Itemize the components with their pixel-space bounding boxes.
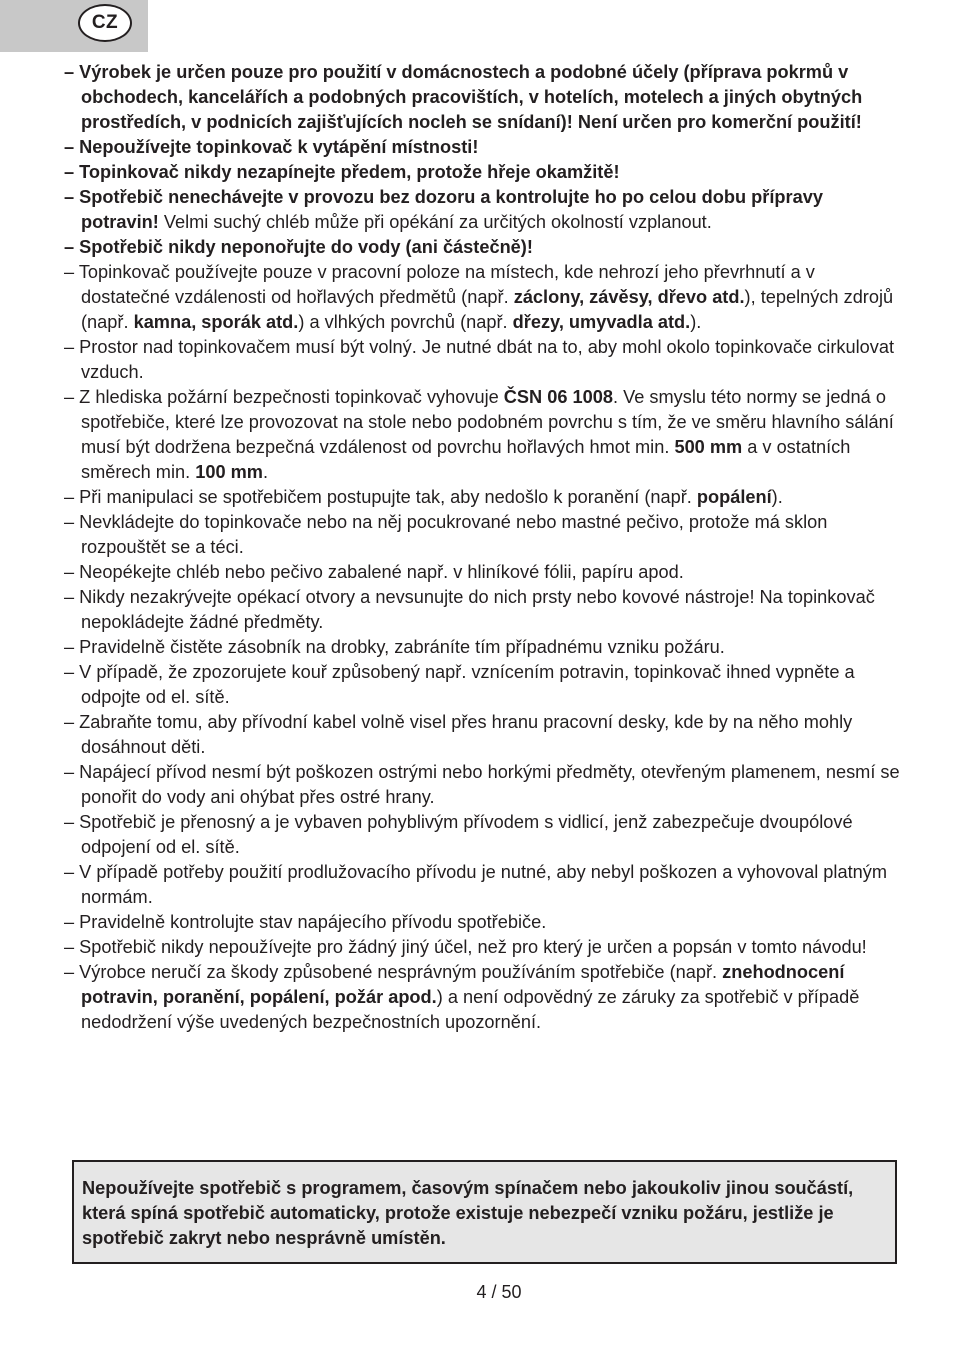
instruction-text: – Z hlediska požární bezpečnosti topinkovač vyhovuje bbox=[64, 387, 504, 407]
instruction-text: – Zabraňte tomu, aby přívodní kabel volně visel přes hranu pracovní desky, kde by na něho mohly dosáhnout děti. bbox=[64, 712, 853, 757]
instruction-text-bold: – Spotřebič nikdy neponořujte do vody (ani částečně)! bbox=[64, 237, 533, 257]
instruction-text-bold: popálení bbox=[696, 487, 772, 507]
instruction-item bbox=[64, 860, 904, 910]
instruction-item bbox=[64, 660, 904, 710]
warning-notice-text: Nepoužívejte spotřebič s programem, časovým spínačem nebo jakoukoliv jinou součástí, která spíná spotřebič automaticky, protože existuje nebezpečí vzniku požáru, jestliže je spotřebič zakryt nebo nesprávně umístěn. bbox=[82, 1178, 854, 1248]
instruction-text-bold: – Topinkovač nikdy nezapínejte předem, protože hřeje okamžitě! bbox=[64, 162, 620, 182]
instruction-text: – Napájecí přívod nesmí být poškozen ostrými nebo horkými předměty, otevřeným plamenem, nesmí se ponořit do vody ani ohýbat přes ostré hrany. bbox=[64, 762, 900, 807]
instruction-item bbox=[64, 335, 904, 385]
instruction-text: ). bbox=[771, 487, 783, 507]
instruction-text: – Nikdy nezakrývejte opékací otvory a nevsunujte do nich prsty nebo kovové nástroje! Na topinkovač nepokládejte žádné předměty. bbox=[64, 587, 875, 632]
instruction-item bbox=[64, 760, 904, 810]
instruction-text: – Při manipulaci se spotřebičem postupujte tak, aby nedošlo k poranění (např. bbox=[64, 487, 697, 507]
instruction-item bbox=[64, 560, 904, 585]
instruction-text-bold: znehodnocení potravin, poranění, popálení, požár apod. bbox=[81, 962, 845, 1007]
safety-instructions-list bbox=[64, 60, 904, 1035]
language-tab bbox=[0, 0, 148, 52]
instruction-item bbox=[64, 635, 904, 660]
instruction-text: ), tepelných zdrojů (např. bbox=[81, 287, 894, 332]
instruction-item bbox=[64, 60, 904, 135]
instruction-text: a v ostatních směrech min. bbox=[81, 437, 851, 482]
instruction-text: – Pravidelně kontrolujte stav napájecího přívodu spotřebiče. bbox=[64, 912, 547, 932]
instruction-item bbox=[64, 135, 904, 160]
instruction-text: ) a vlhkých povrchů (např. bbox=[298, 312, 513, 332]
instruction-text: ) a není odpovědný ze záruky za spotřebič v případě nedodržení výše uvedených bezpečnostních upozornění. bbox=[81, 987, 860, 1032]
instruction-item bbox=[64, 810, 904, 860]
instruction-item bbox=[64, 935, 904, 960]
instruction-text: – Prostor nad topinkovačem musí být volný. Je nutné dbát na to, aby mohl okolo topinkovače cirkulovat vzduch. bbox=[64, 337, 895, 382]
instruction-text: . bbox=[262, 462, 269, 482]
instruction-text: – Nevkládejte do topinkovače nebo na něj pocukrované nebo mastné pečivo, protože má sklon rozpouštět se a téci. bbox=[64, 512, 828, 557]
instruction-item bbox=[64, 585, 904, 635]
instruction-item bbox=[64, 710, 904, 760]
instruction-text: – Topinkovač používejte pouze v pracovní poloze na místech, kde nehrozí jeho převrhnutí a v dostatečné vzdálenosti od hořlavých předmětů (např. bbox=[64, 262, 815, 307]
instruction-text: – Pravidelně čistěte zásobník na drobky, zabráníte tím případnému vzniku požáru. bbox=[64, 637, 725, 657]
instruction-text-bold: 100 mm bbox=[195, 462, 263, 482]
warning-notice-box bbox=[72, 1160, 897, 1264]
instruction-text: – Spotřebič nikdy nepoužívejte pro žádný jiný účel, než pro který je určen a popsán v tomto návodu! bbox=[64, 937, 867, 957]
instruction-text-bold: záclony, závěsy, dřevo atd. bbox=[513, 287, 745, 307]
instruction-text: – Výrobce neručí za škody způsobené nesprávným používáním spotřebiče (např. bbox=[64, 962, 723, 982]
instruction-text: . Ve smyslu této normy se jedná o spotřebiče, které lze provozovat na stole nebo podobném povrchu s tím, že ve směru hlavního sálání musí být dodržena bezpečná vzdálenost od povrchu hořlavých hmot min. bbox=[81, 387, 894, 457]
instruction-text-bold: kamna, sporák atd. bbox=[133, 312, 299, 332]
instruction-item bbox=[64, 160, 904, 185]
instruction-text: Velmi suchý chléb může při opékání za určitých okolností vzplanout. bbox=[158, 212, 712, 232]
instruction-text: – V případě, že zpozorujete kouř způsobený např. vznícením potravin, topinkovač ihned vypněte a odpojte od el. sítě. bbox=[64, 662, 855, 707]
instruction-text: ). bbox=[690, 312, 702, 332]
instruction-text-bold: ČSN 06 1008 bbox=[503, 387, 613, 407]
instruction-item bbox=[64, 510, 904, 560]
instruction-text-bold: – Spotřebič nenechávejte v provozu bez dozoru a kontrolujte ho po celou dobu přípravy potravin! bbox=[64, 187, 823, 232]
instruction-item bbox=[64, 910, 904, 935]
instruction-text: – Neopékejte chléb nebo pečivo zabalené např. v hliníkové fólii, papíru apod. bbox=[64, 562, 684, 582]
instruction-item bbox=[64, 385, 904, 485]
instruction-item bbox=[64, 235, 904, 260]
instruction-text: – V případě potřeby použití prodlužovacího přívodu je nutné, aby nebyl poškozen a vyhovoval platným normám. bbox=[64, 862, 887, 907]
instruction-text-bold: dřezy, umyvadla atd. bbox=[512, 312, 691, 332]
language-badge: CZ bbox=[78, 4, 132, 42]
instruction-item bbox=[64, 260, 904, 335]
instruction-item bbox=[64, 185, 904, 235]
instruction-text-bold: – Nepoužívejte topinkovač k vytápění místnosti! bbox=[64, 137, 479, 157]
page-number: 4 / 50 bbox=[476, 1282, 522, 1302]
instruction-text-bold: – Výrobek je určen pouze pro použití v domácnostech a podobné účely (příprava pokrmů v obchodech, kancelářích a podobných pracovištích, v hotelích, motelech a jiných obytných prostředích, v podnicích zajišťujících nocleh se snídaní)! Není určen pro komerční použití! bbox=[64, 62, 863, 132]
instruction-item bbox=[64, 960, 904, 1035]
instruction-text-bold: 500 mm bbox=[674, 437, 743, 457]
instruction-item bbox=[64, 485, 904, 510]
instruction-text: – Spotřebič je přenosný a je vybaven pohyblivým přívodem s vidlicí, jenž zabezpečuje dvoupólové odpojení od el. sítě. bbox=[64, 812, 853, 857]
